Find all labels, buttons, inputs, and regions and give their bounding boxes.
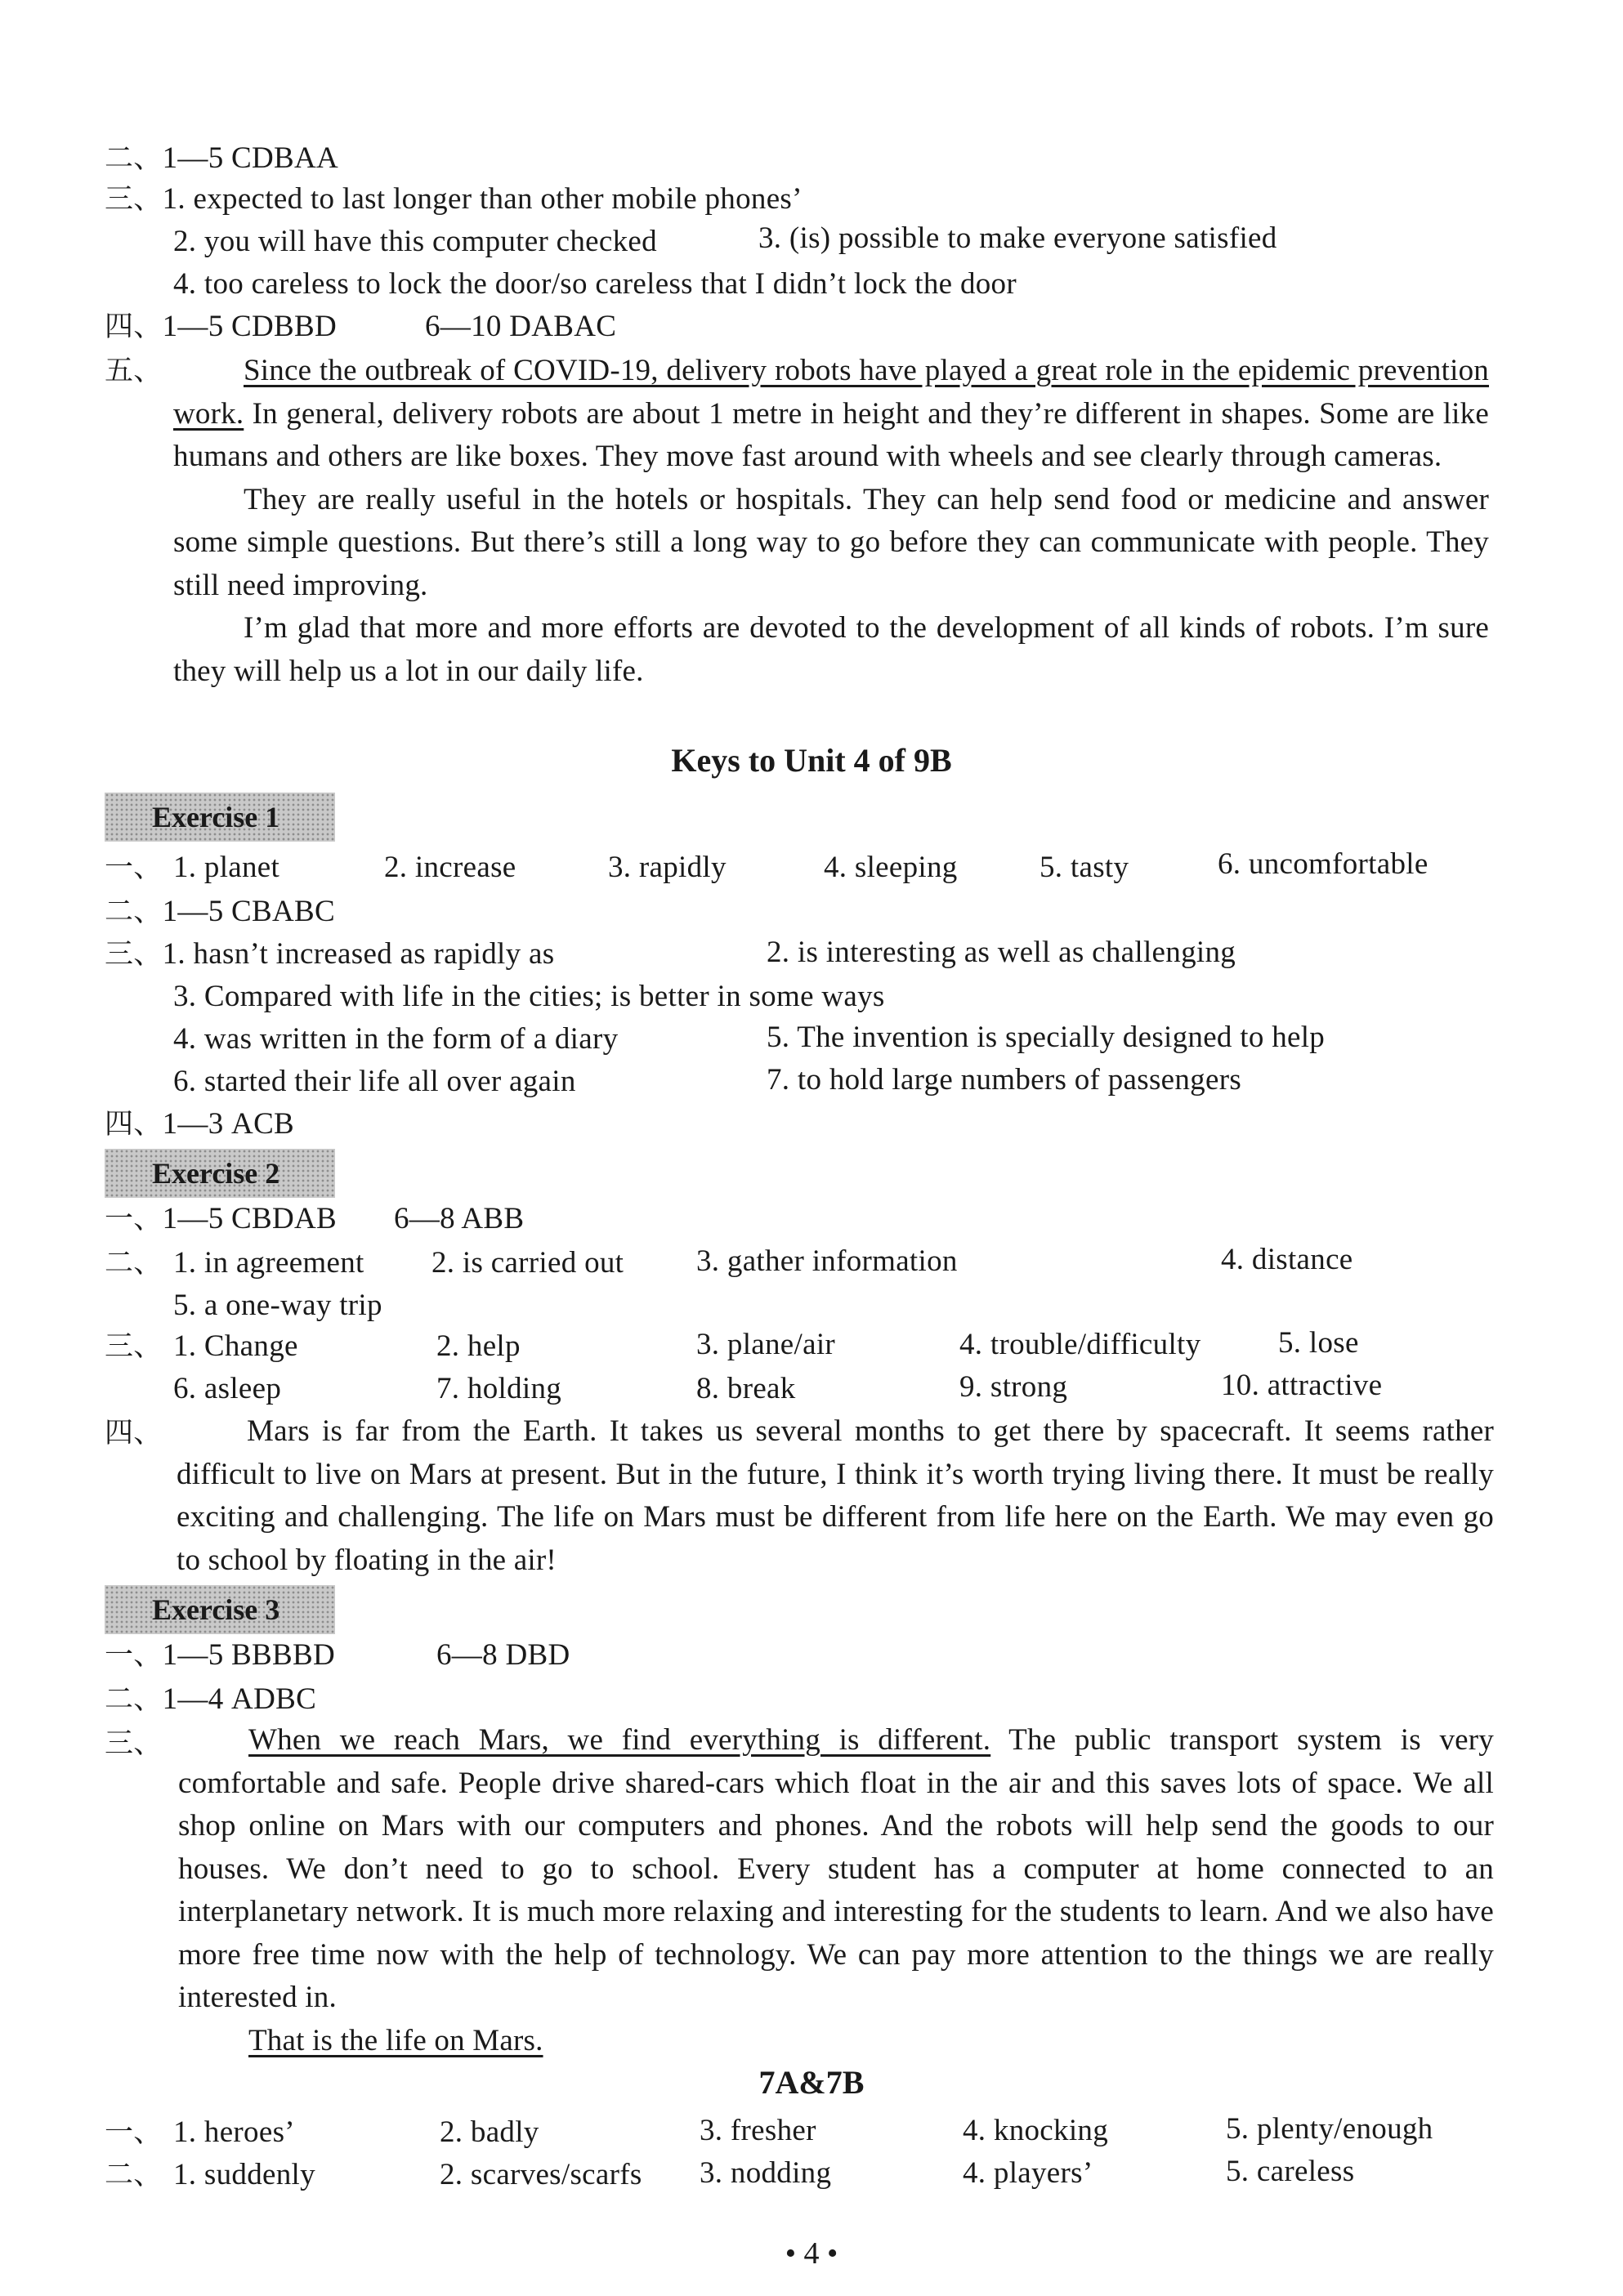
- answer-text: 1—5 CDBAA: [162, 141, 339, 175]
- answer-item: 4. distance: [1221, 1243, 1353, 1276]
- essay-paragraphs: [173, 350, 1489, 693]
- answer-text: 4. was written in the form of a diary: [173, 1022, 619, 1056]
- section-mark: 二、: [105, 1683, 163, 1716]
- answer-row: [173, 266, 1017, 302]
- section-mark: 一、: [105, 2116, 163, 2149]
- answer-text: 3. (is) possible to make everyone satisfied: [758, 221, 1277, 255]
- answer-row: [425, 309, 616, 345]
- answer-text: 3. Compared with life in the cities; is better in some ways: [173, 980, 885, 1013]
- answer-item: 3. fresher: [700, 2114, 816, 2147]
- section-mark: 四、: [105, 310, 163, 343]
- section-mark: 一、: [105, 1639, 163, 1672]
- answer-item: 3. nodding: [700, 2156, 832, 2190]
- answer-row: [105, 2157, 163, 2193]
- answer-row: [173, 979, 885, 1015]
- section-mark: 一、: [105, 851, 163, 884]
- answer-text: 1—4 ADBC: [162, 1682, 317, 1716]
- page-number: • 4 •: [785, 2236, 838, 2271]
- essay-text: The public transport system is very comfortable and safe. People drive shared-cars which float in the air and this saves lots of space. We all shop online on Mars with our computers and phones. And the robots will help send the goods to our houses. We don’t need to go to school. Every student has a computer at home connected to an interplanetary network. It is much more relaxing and interesting for the students to learn. And we also have more free time now with the help of technology. We can pay more attention to the things we are really interested in.: [178, 1723, 1494, 2014]
- exercise-2-label: Exercise 2: [105, 1149, 335, 1198]
- answer-item: 3. rapidly: [608, 851, 727, 884]
- answer-item: 10. attractive: [1221, 1369, 1383, 1402]
- answer-row: [105, 1106, 294, 1142]
- answer-row: [105, 1245, 163, 1281]
- answer-text: 6. started their life all over again: [173, 1065, 576, 1098]
- answer-row: [173, 1021, 618, 1057]
- section-title: 7A&7B: [758, 2064, 865, 2101]
- section-mark: 三、: [105, 183, 163, 216]
- section-mark: 三、: [105, 1330, 163, 1363]
- answer-item: 1. in agreement: [173, 1246, 364, 1280]
- section-mark: 一、: [105, 1203, 163, 1235]
- answer-text: 1—3 ACB: [162, 1107, 295, 1141]
- answer-item: 2. badly: [440, 2115, 539, 2149]
- answer-text: 7. to hold large numbers of passengers: [767, 1063, 1242, 1097]
- unit-title: Keys to Unit 4 of 9B: [671, 742, 952, 779]
- answer-row: [767, 935, 1236, 971]
- answer-item: 4. sleeping: [824, 851, 958, 884]
- section-mark: 四、: [105, 1108, 163, 1141]
- topic-sentence: Since the outbreak of COVID-19, delivery robots have played a great role in the epidemic prevention work.: [173, 354, 1489, 431]
- answer-text: 2. is interesting as well as challenging: [767, 936, 1236, 969]
- answer-item: 5. plenty/enough: [1226, 2112, 1433, 2146]
- answer-item: 1. suddenly: [173, 2158, 315, 2191]
- section-mark: 二、: [105, 142, 163, 175]
- section-mark: 二、: [105, 896, 163, 928]
- answer-row: [105, 1329, 163, 1365]
- essay-text: In general, delivery robots are about 1 metre in height and they’re different in shapes. Some are like humans and others are like boxes. They move fast around with wheels and see clearly through cameras.: [173, 396, 1489, 473]
- answer-text: 1. expected to last longer than other mobile phones’: [162, 182, 803, 216]
- answer-row: [105, 1201, 337, 1237]
- answer-text: 1—5 BBBBD: [162, 1638, 335, 1672]
- answer-item: 8. break: [696, 1372, 796, 1405]
- answer-row: [436, 1637, 570, 1673]
- answer-item: 1. Change: [173, 1329, 298, 1363]
- answer-text: 1—5 CBABC: [162, 895, 335, 928]
- section-mark: 二、: [105, 1247, 163, 1280]
- closing-sentence: That is the life on Mars.: [248, 2023, 543, 2057]
- answer-text: 6—8 ABB: [394, 1202, 525, 1235]
- answer-item: 1. planet: [173, 851, 280, 884]
- answer-item: 2. help: [436, 1329, 521, 1363]
- answer-item: 4. trouble/difficulty: [959, 1328, 1201, 1361]
- answer-row: [105, 1682, 316, 1718]
- section-mark: 二、: [105, 2159, 163, 2191]
- answer-text: 5. a one-way trip: [173, 1289, 382, 1322]
- answer-item: 5. careless: [1226, 2155, 1355, 2188]
- answer-row: [105, 181, 803, 217]
- answer-row: [105, 850, 163, 886]
- answer-item: 6. asleep: [173, 1372, 282, 1405]
- essay-paragraphs: [177, 1410, 1494, 1582]
- section-mark-row: [105, 1415, 163, 1451]
- answer-text: 6—10 DABAC: [425, 310, 617, 343]
- answer-item: 4. players’: [963, 2156, 1093, 2190]
- answer-text: 4. too careless to lock the door/so careless that I didn’t lock the door: [173, 267, 1017, 301]
- answer-item: 9. strong: [959, 1370, 1068, 1404]
- exercise-3-label: Exercise 3: [105, 1585, 335, 1634]
- answer-item: 5. lose: [1278, 1326, 1359, 1360]
- answer-text: 5. The invention is specially designed to help: [767, 1021, 1326, 1054]
- answer-text: 1. hasn’t increased as rapidly as: [162, 937, 555, 971]
- answer-item: 1. heroes’: [173, 2115, 295, 2149]
- answer-row: [105, 309, 337, 345]
- answer-text: 1—5 CBDAB: [162, 1202, 338, 1235]
- answer-row: [173, 1288, 382, 1324]
- answer-text: 6—8 DBD: [436, 1638, 570, 1672]
- answer-row: [758, 221, 1277, 257]
- answer-item: 3. plane/air: [696, 1328, 836, 1361]
- answer-item: 2. is carried out: [431, 1246, 624, 1280]
- section-mark: 三、: [105, 938, 163, 971]
- answer-item: 3. gather information: [696, 1244, 958, 1278]
- essay-paragraph: Mars is far from the Earth. It takes us several months to get there by spacecraft. It seems rather difficult to live on Mars at present. But in the future, I think it’s worth trying living there. It must be really exciting and challenging. The life on Mars must be different from life here on the Earth. We may even go to school by floating in the air!: [177, 1414, 1494, 1577]
- essay-paragraph: I’m glad that more and more efforts are devoted to the development of all kinds of robots. I’m sure they will help us a lot in our daily life.: [173, 611, 1489, 688]
- answer-item: 2. increase: [384, 851, 516, 884]
- answer-text: 2. you will have this computer checked: [173, 225, 657, 258]
- answer-row: [105, 141, 338, 176]
- answer-item: 4. knocking: [963, 2114, 1109, 2147]
- answer-item: 2. scarves/scarfs: [440, 2158, 642, 2191]
- answer-row: [394, 1201, 524, 1237]
- answer-row: [105, 936, 554, 972]
- answer-row: [105, 1637, 335, 1673]
- answer-row: [105, 894, 335, 930]
- section-mark: 五、: [105, 355, 163, 387]
- essay-paragraph: They are really useful in the hotels or hospitals. They can help send food or medicine and answer some simple questions. But there’s still a long way to go before they can communicate with people. They still need improving.: [173, 482, 1489, 602]
- section-mark: 四、: [105, 1417, 163, 1450]
- section-mark-row: [105, 353, 163, 389]
- answer-row: [105, 2115, 163, 2151]
- exercise-1-label: Exercise 1: [105, 793, 335, 842]
- topic-sentence: When we reach Mars, we find everything is different.: [248, 1723, 991, 1757]
- answer-row: [767, 1062, 1241, 1098]
- answer-item: 5. tasty: [1040, 851, 1129, 884]
- section-mark-row: [105, 1726, 163, 1762]
- answer-item: 7. holding: [436, 1372, 562, 1405]
- answer-text: 1—5 CDBBD: [162, 310, 338, 343]
- essay-paragraphs: [178, 1719, 1494, 2062]
- section-mark: 三、: [105, 1727, 163, 1760]
- answer-row: [173, 224, 657, 260]
- answer-row: [767, 1020, 1325, 1056]
- answer-item: 6. uncomfortable: [1218, 847, 1429, 881]
- answer-row: [173, 1064, 576, 1100]
